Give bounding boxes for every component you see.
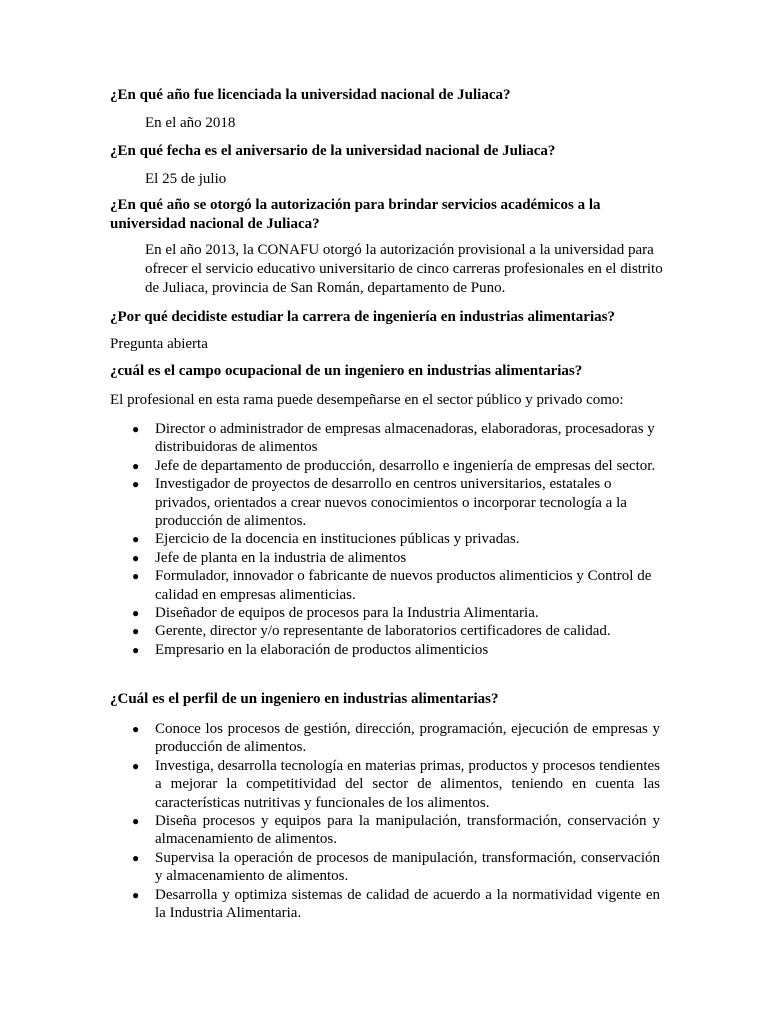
bullet-icon: ● [132, 458, 140, 473]
bullet-icon: ● [132, 477, 140, 492]
list-item: ● Investigador de proyectos de desarrollo en centros universitarios, estatales o privados, orientados a crear nuevos conocimientos o incorporar tecnología a la producción de alimentos. [132, 476, 627, 530]
list-item: ● Jefe de planta en la industria de alimentos [132, 549, 407, 566]
question-5: ¿cuál es el campo ocupacional de un ingeniero en industrias alimentarias? [110, 363, 583, 379]
answer-2: El 25 de julio [145, 171, 227, 187]
bullet-icon: ● [132, 887, 140, 902]
question-6: ¿Cuál es el perfil de un ingeniero en industrias alimentarias? [110, 691, 499, 707]
bullet-icon: ● [132, 606, 140, 621]
list-item: ● Diseña procesos y equipos para la manipulación, transformación, conservación y almacenamiento de alimentos. [132, 813, 660, 848]
list-item: ● Formulador, innovador o fabricante de nuevos productos alimenticios y Control de calidad en empresas alimenticias. [132, 568, 652, 603]
list-item: ● Investiga, desarrolla tecnología en materias primas, productos y procesos tendientes a mejorar la competitividad del sector de alimentos, teniendo en cuenta las características nutritivas y funcionales de los alimentos. [132, 757, 660, 811]
list-item: ● Jefe de departamento de producción, desarrollo e ingeniería de empresas del sector. [132, 457, 656, 474]
list-item: ● Diseñador de equipos de procesos para la Industria Alimentaria. [132, 605, 539, 622]
bullet-icon: ● [132, 624, 140, 639]
list-item: ● Conoce los procesos de gestión, dirección, programación, ejecución de empresas y producción de alimentos. [132, 721, 660, 756]
bullet-icon: ● [132, 642, 140, 657]
bullet-icon: ● [132, 814, 140, 829]
bullet-icon: ● [132, 422, 140, 436]
bullet-icon: ● [132, 758, 140, 773]
list-item: ● Director o administrador de empresas almacenadoras, elaboradoras, procesadoras y distribuidoras de alimentos [132, 421, 655, 456]
bullet-icon: ● [132, 722, 140, 736]
list-item: ● Desarrolla y optimiza sistemas de calidad de acuerdo a la normatividad vigente en la Industria Alimentaria. [132, 886, 660, 922]
question-4: ¿Por qué decidiste estudiar la carrera de ingeniería en industrias alimentarias? [110, 309, 615, 325]
question-3: ¿En qué año se otorgó la autorización para brindar servicios académicos a la universidad nacional de Juliaca? [110, 197, 601, 232]
bullet-icon: ● [132, 569, 140, 584]
answer-1: En el año 2018 [145, 115, 236, 131]
bullet-icon: ● [132, 550, 140, 565]
list-item: ● Supervisa la operación de procesos de manipulación, transformación, conservación y almacenamiento de alimentos. [132, 849, 660, 885]
list-item: ● Ejercicio de la docencia en instituciones públicas y privadas. [132, 531, 520, 548]
answer-4: Pregunta abierta [110, 336, 208, 352]
question-1: ¿En qué año fue licenciada la universidad nacional de Juliaca? [110, 87, 511, 103]
list-item: ● Gerente, director y/o representante de laboratorios certificadores de calidad. [132, 623, 611, 640]
answer-3: En el año 2013, la CONAFU otorgó la autorización provisional a la universidad para ofrecer el servicio educativo universitario de cinco carreras profesionales en el distrito de Juliaca, provincia de San Román, departamento de Puno. [145, 242, 663, 296]
bullet-icon: ● [132, 850, 140, 865]
answer-5-intro: El profesional en esta rama puede desempeñarse en el sector público y privado como: [110, 392, 624, 408]
bullet-icon: ● [132, 532, 140, 547]
occupational-list [110, 420, 660, 659]
question-2: ¿En qué fecha es el aniversario de la universidad nacional de Juliaca? [110, 143, 556, 159]
profile-list [110, 720, 660, 922]
list-item: ● Empresario en la elaboración de productos alimenticios [132, 641, 489, 658]
